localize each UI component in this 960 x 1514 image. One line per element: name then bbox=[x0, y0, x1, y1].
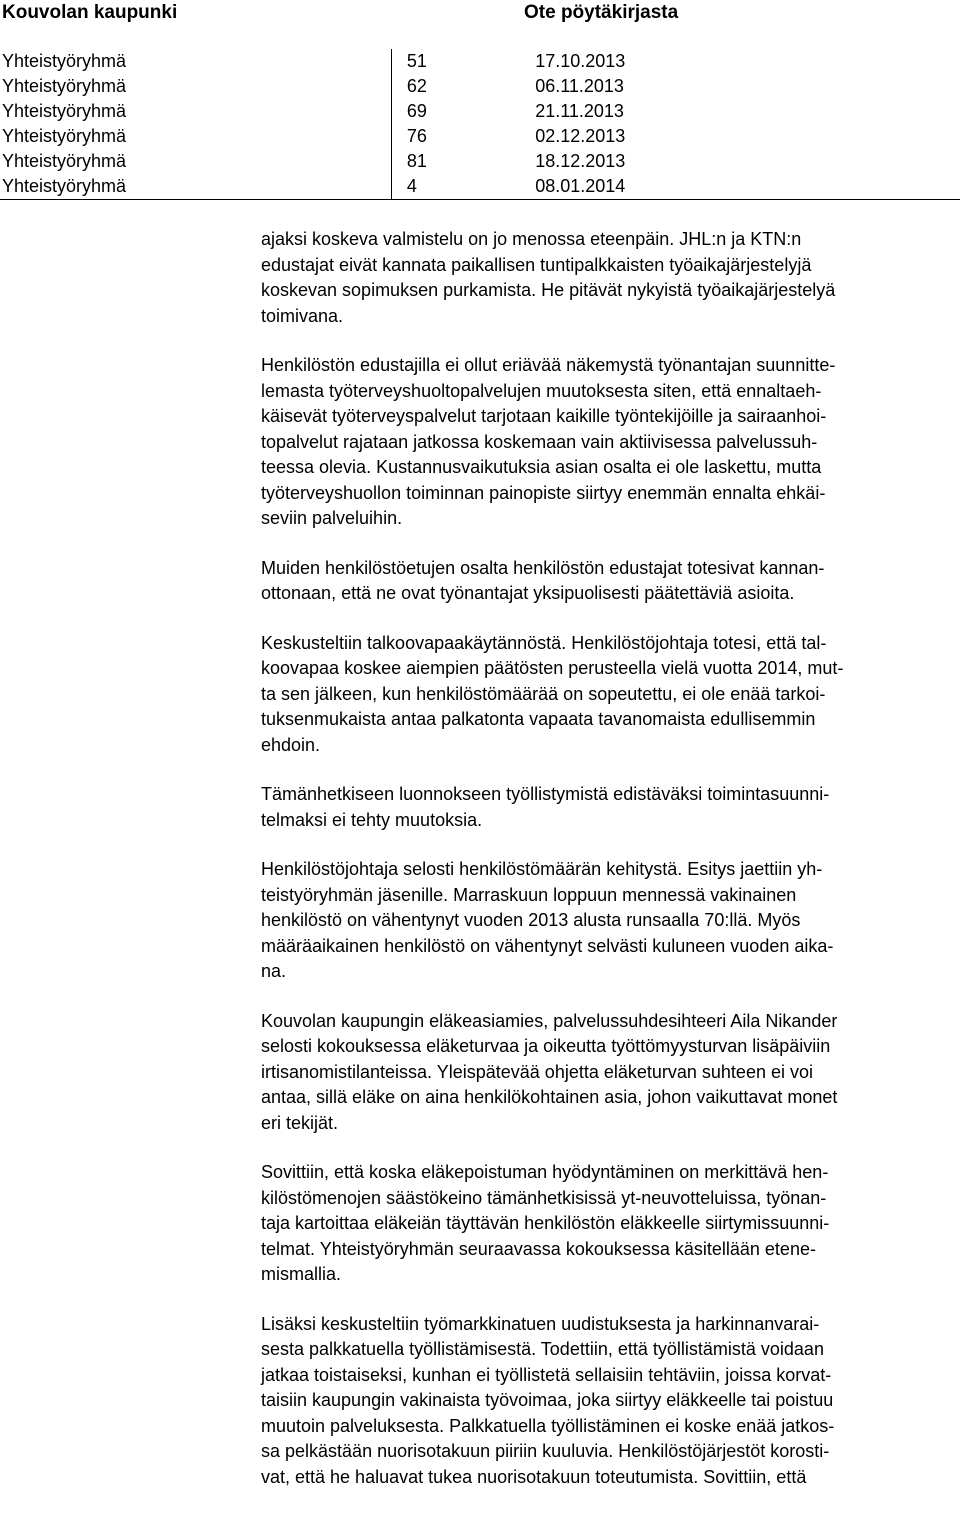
paragraph-line: ta sen jälkeen, kun henkilöstömäärää on sopeutettu, ei ole enää tarkoi- bbox=[261, 683, 826, 704]
meeting-date: 18.12.2013 bbox=[535, 151, 626, 171]
paragraph-line: Henkilöstön edustajilla ei ollut eriävää näkemystä työnantajan suunnitte- bbox=[261, 355, 836, 375]
paragraph-line: ajaksi koskeva valmistelu on jo menossa eteenpäin. JHL:n ja KTN:n bbox=[261, 229, 802, 249]
paragraph-line: edustajat eivät kannata paikallisen tuntipalkkaisten työaikajärjestelyjä bbox=[261, 254, 812, 275]
paragraph-line: teistyöryhmän jäsenille. Marraskuun loppuun mennessä vakinainen bbox=[261, 884, 797, 905]
paragraph-line: seviin palveluihin. bbox=[261, 508, 403, 528]
paragraph-line: sesta palkkatuella työllistämisestä. Todettiin, että työllistämistä voidaan bbox=[261, 1339, 824, 1359]
minutes-paragraph bbox=[261, 631, 960, 759]
paragraph-line: irtisanomistilanteissa. Yleispätevää ohjetta eläketurvan suhteen ei voi bbox=[261, 1061, 813, 1082]
meeting-number: 69 bbox=[391, 99, 535, 124]
meeting-number: 4 bbox=[391, 174, 535, 200]
paragraph-line: selosti kokouksessa eläketurvaa ja oikeutta työttömyysturvan lisäpäiviin bbox=[261, 1036, 831, 1056]
paragraph-line: henkilöstö on vähentynyt vuoden 2013 alusta runsaalla 70:llä. Myös bbox=[261, 910, 801, 930]
paragraph-line: käisevät työterveyspalvelut tarjotaan kaikille työntekijöille ja sairaanhoi- bbox=[261, 406, 827, 426]
minutes-paragraph bbox=[261, 556, 960, 607]
paragraph-line: Muiden henkilöstöetujen osalta henkilöstön edustajat totesivat kannan- bbox=[261, 557, 825, 578]
meeting-row bbox=[0, 49, 960, 74]
paragraph-line: topalvelut rajataan jatkossa koskemaan vain aktiivisessa palvelussuh- bbox=[261, 431, 818, 452]
paragraph-line: telmaksi ei tehty muutoksia. bbox=[261, 809, 483, 830]
meeting-row bbox=[0, 124, 960, 149]
meeting-group: Yhteistyöryhmä bbox=[2, 76, 127, 96]
meeting-group: Yhteistyöryhmä bbox=[2, 51, 127, 71]
meeting-group: Yhteistyöryhmä bbox=[2, 126, 127, 146]
paragraph-line: koovapaa koskee aiempien päätösten perusteella vielä vuotta 2014, mut- bbox=[261, 658, 844, 678]
minutes-body bbox=[261, 227, 960, 1514]
paragraph-line: ottonaan, että ne ovat työnantajat yksipuolisesti päätettäviä asioita. bbox=[261, 583, 795, 603]
paragraph-line: taisiin kaupungin vakinaista työvoimaa, joka siirtyy eläkkeelle tai poistuu bbox=[261, 1390, 834, 1410]
meeting-number: 62 bbox=[391, 74, 535, 99]
paragraph-line: Tämänhetkiseen luonnokseen työllistymistä edistäväksi toimintasuunni- bbox=[261, 784, 830, 804]
meeting-number: 81 bbox=[391, 149, 535, 174]
paragraph-line: taja kartoittaa eläkeiän täyttävän henkilöstön eläkkeelle siirtymissuunni- bbox=[261, 1213, 830, 1233]
paragraph-line: muutoin palveluksesta. Palkkatuella työllistäminen ei koske enää jatkos- bbox=[261, 1415, 835, 1436]
minutes-paragraph bbox=[261, 1160, 960, 1288]
meeting-number: 76 bbox=[391, 124, 535, 149]
paragraph-line: työterveyshuollon toiminnan painopiste siirtyy enemmän ennalta ehkäi- bbox=[261, 482, 826, 503]
meeting-group: Yhteistyöryhmä bbox=[2, 151, 127, 171]
meeting-date: 02.12.2013 bbox=[535, 126, 626, 146]
meeting-list-table bbox=[0, 49, 960, 200]
meeting-number: 51 bbox=[391, 49, 535, 74]
paragraph-line: sa pelkästään nuorisotakuun piiriin kuuluvia. Henkilöstöjärjestöt korosti- bbox=[261, 1441, 830, 1461]
paragraph-line: lemasta työterveyshuoltopalvelujen muutoksesta siten, että ennaltaeh- bbox=[261, 380, 822, 401]
meeting-date: 21.11.2013 bbox=[535, 101, 624, 121]
meeting-date: 06.11.2013 bbox=[535, 76, 624, 96]
paragraph-line: kilöstömenojen säästökeino tämänhetkisissä yt-neuvotteluissa, työnan- bbox=[261, 1187, 827, 1208]
document-header bbox=[0, 0, 960, 30]
minutes-paragraph bbox=[261, 782, 960, 833]
minutes-paragraph bbox=[261, 1312, 960, 1491]
paragraph-line: ehdoin. bbox=[261, 734, 321, 755]
paragraph-line: Kouvolan kaupungin eläkeasiamies, palvelussuhdesihteeri Aila Nikander bbox=[261, 1010, 838, 1031]
minutes-paragraph bbox=[261, 1009, 960, 1137]
meeting-row bbox=[0, 174, 960, 200]
meeting-date: 17.10.2013 bbox=[535, 51, 626, 71]
paragraph-line: tuksenmukaista antaa palkatonta vapaata tavanomaista edullisemmin bbox=[261, 709, 816, 729]
paragraph-line: Henkilöstöjohtaja selosti henkilöstömäärän kehitystä. Esitys jaettiin yh- bbox=[261, 859, 823, 879]
paragraph-line: antaa, sillä eläke on aina henkilökohtainen asia, johon vaikuttavat monet bbox=[261, 1087, 838, 1107]
paragraph-line: teessa olevia. Kustannusvaikutuksia asian osalta ei ole laskettu, mutta bbox=[261, 457, 822, 477]
minutes-paragraph bbox=[261, 353, 960, 532]
meeting-row bbox=[0, 74, 960, 99]
paragraph-line: jatkaa toistaiseksi, kunhan ei työllistetä sellaisiin tehtäviin, joissa korvat- bbox=[261, 1364, 832, 1385]
paragraph-line: Lisäksi keskusteltiin työmarkkinatuen uudistuksesta ja harkinnanvarai- bbox=[261, 1313, 820, 1334]
paragraph-line: toimivana. bbox=[261, 305, 344, 326]
paragraph-line: telmat. Yhteistyöryhmän seuraavassa kokouksessa käsitellään etene- bbox=[261, 1238, 816, 1259]
paragraph-line: koskevan sopimuksen purkamista. He pitävät nykyistä työaikajärjestelyä bbox=[261, 280, 836, 300]
paragraph-line: määräaikainen henkilöstö on vähentynyt selvästi kuluneen vuoden aika- bbox=[261, 935, 834, 956]
organization-name: Kouvolan kaupunki bbox=[2, 2, 178, 23]
paragraph-line: vat, että he haluavat tukea nuorisotakuun toteutumista. Sovittiin, että bbox=[261, 1466, 807, 1487]
meeting-row bbox=[0, 99, 960, 124]
paragraph-line: mismallia. bbox=[261, 1264, 342, 1284]
meeting-group: Yhteistyöryhmä bbox=[2, 101, 127, 121]
document-type: Ote pöytäkirjasta bbox=[524, 2, 679, 23]
minutes-paragraph bbox=[261, 857, 960, 985]
paragraph-line: na. bbox=[261, 961, 287, 981]
minutes-paragraph bbox=[261, 227, 960, 329]
meeting-group: Yhteistyöryhmä bbox=[0, 174, 391, 200]
paragraph-line: Sovittiin, että koska eläkepoistuman hyödyntäminen on merkittävä hen- bbox=[261, 1162, 829, 1182]
meeting-date: 08.01.2014 bbox=[535, 174, 960, 200]
meeting-row bbox=[0, 149, 960, 174]
paragraph-line: eri tekijät. bbox=[261, 1112, 339, 1133]
paragraph-line: Keskusteltiin talkoovapaakäytännöstä. Henkilöstöjohtaja totesi, että tal- bbox=[261, 632, 827, 653]
